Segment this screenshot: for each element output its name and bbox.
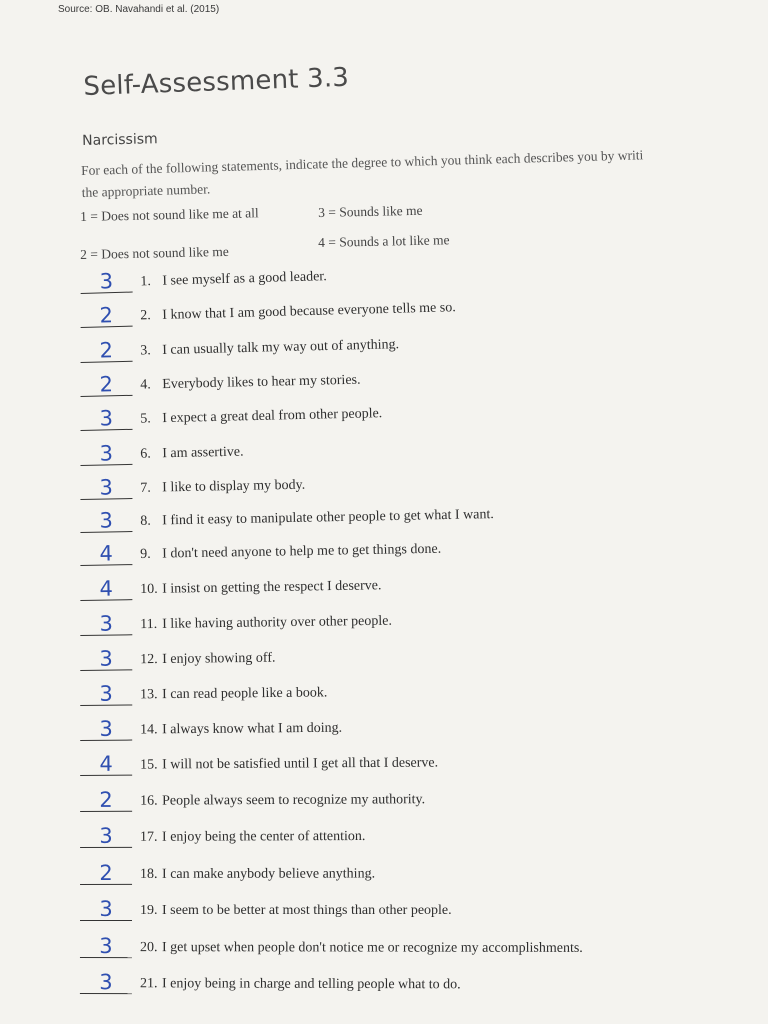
statement-text — [140, 903, 452, 919]
statement-number: 5. — [140, 411, 151, 427]
statement-item — [80, 639, 720, 675]
statement-label: I will not be satisfied until I get all that I deserve. — [162, 755, 439, 773]
statement-label: I know that I am good because everyone tells me so. — [162, 300, 456, 323]
handwritten-answer[interactable]: 2 — [80, 304, 133, 328]
handwritten-answer[interactable]: 3 — [80, 612, 132, 636]
statement-item — [80, 567, 720, 605]
statement-number: 7. — [140, 480, 151, 496]
statement-item — [80, 897, 720, 925]
statement-item — [80, 603, 720, 640]
statement-label: I see myself as a good leader. — [162, 269, 327, 289]
statement-text — [140, 940, 583, 957]
statement-number: 9. — [140, 546, 151, 562]
statement-number: 16. — [140, 793, 158, 809]
statement-item — [80, 822, 720, 852]
statement-text — [140, 614, 392, 634]
statement-label: I find it easy to manipulate other people to get what I want. — [162, 507, 494, 529]
statement-number: 6. — [140, 446, 151, 462]
statement-item — [80, 748, 720, 780]
handwritten-answer[interactable]: 2 — [80, 373, 133, 397]
handwritten-answer[interactable]: 2 — [80, 339, 133, 363]
handwritten-answer[interactable]: 3 — [80, 971, 132, 994]
statement-text — [140, 300, 456, 324]
handwritten-answer[interactable]: 3 — [80, 407, 133, 431]
statement-label: People always seem to recognize my authority. — [162, 792, 426, 809]
statement-text — [140, 507, 494, 530]
handwritten-answer[interactable]: 4 — [80, 577, 132, 601]
statement-number: 10. — [140, 581, 158, 598]
handwritten-answer[interactable]: 3 — [80, 898, 132, 921]
statement-text — [140, 337, 399, 359]
page-title: Self-Assessment 3.3 — [83, 62, 350, 102]
statement-item — [80, 531, 720, 570]
statement-label: I enjoy showing off. — [162, 650, 276, 667]
statement-number: 21. — [139, 976, 158, 992]
statement-text — [140, 406, 382, 427]
handwritten-answer[interactable]: 4 — [80, 753, 132, 776]
statement-label: I get upset when people don't notice me or recognize my accomplishments. — [161, 940, 583, 956]
statement-label: I don't need anyone to help me to get things done. — [162, 541, 442, 562]
statement-number: 8. — [140, 513, 151, 529]
statement-number: 20. — [139, 940, 158, 956]
statement-text — [140, 866, 375, 882]
statement-text — [140, 721, 342, 739]
handwritten-answer[interactable]: 3 — [80, 682, 132, 706]
statement-number: 11. — [140, 616, 158, 633]
statement-text — [140, 478, 305, 497]
statement-text — [140, 976, 461, 993]
section-title: Narcissism — [82, 131, 158, 149]
handwritten-answer[interactable]: 3 — [80, 825, 132, 848]
scale-legend-4: 4 = Sounds a lot like me — [318, 232, 450, 250]
statement-number: 15. — [140, 757, 158, 773]
scale-legend-1: 1 = Does not sound like me at all — [80, 205, 259, 224]
statement-text — [140, 578, 382, 598]
statement-item — [80, 429, 720, 470]
statement-label: I enjoy being the center of attention. — [162, 829, 366, 845]
scale-legend-2: 2 = Does not sound like me — [80, 243, 229, 262]
statement-number: 4. — [140, 377, 151, 393]
statement-text — [140, 445, 244, 463]
handwritten-answer[interactable]: 3 — [80, 476, 132, 500]
statement-text — [140, 756, 438, 774]
statement-number: 12. — [140, 652, 158, 668]
statement-item — [80, 860, 720, 889]
scale-legend-3: 3 = Sounds like me — [318, 202, 423, 220]
statement-number: 19. — [140, 903, 158, 918]
statement-number: 18. — [140, 866, 158, 882]
statement-text — [140, 792, 425, 809]
statement-label: I am assertive. — [162, 444, 244, 462]
handwritten-answer[interactable]: 3 — [80, 647, 132, 671]
statement-item — [80, 934, 720, 963]
statement-item — [80, 970, 720, 1000]
source-citation: Source: OB. Navahandi et al. (2015) — [58, 4, 220, 15]
statement-label: I expect a great deal from other people. — [162, 406, 383, 427]
statement-text — [140, 829, 365, 846]
instructions-line-1: For each of the following statements, indicate the degree to which you think each describes you by writi — [80, 147, 644, 178]
statement-number: 17. — [140, 829, 158, 845]
statement-label: I can usually talk my way out of anything. — [162, 337, 400, 358]
statement-label: I seem to be better at most things than other people. — [162, 903, 452, 918]
statement-item — [80, 711, 720, 745]
statement-label: I always know what I am doing. — [162, 720, 343, 738]
statement-number: 3. — [140, 343, 151, 359]
statement-item — [80, 392, 720, 435]
statement-label: I can make anybody believe anything. — [162, 866, 376, 882]
statement-label: I like having authority over other people. — [162, 613, 393, 632]
handwritten-answer[interactable]: 3 — [80, 270, 133, 294]
statement-label: I insist on getting the respect I deserve. — [162, 578, 382, 597]
statement-number: 14. — [140, 722, 158, 738]
statement-item — [80, 497, 720, 537]
statement-text — [140, 542, 441, 563]
handwritten-answer[interactable]: 3 — [80, 442, 132, 466]
statement-label: I enjoy being in charge and telling people what to do. — [161, 976, 461, 993]
statement-item — [80, 675, 720, 710]
statement-text — [140, 651, 275, 669]
statement-text — [140, 685, 327, 703]
handwritten-answer[interactable]: 2 — [80, 862, 132, 885]
statement-number: 13. — [140, 687, 158, 703]
statement-text — [140, 373, 361, 394]
statement-label: Everybody likes to hear my stories. — [162, 372, 361, 393]
statement-label: I can read people like a book. — [162, 685, 328, 703]
statement-number: 1. — [140, 274, 152, 290]
handwritten-answer[interactable]: 2 — [80, 789, 132, 812]
handwritten-answer[interactable]: 3 — [80, 718, 132, 741]
statement-text — [140, 269, 327, 290]
statement-number: 2. — [140, 308, 152, 324]
statement-item — [80, 785, 720, 816]
statement-label: I like to display my body. — [162, 477, 306, 496]
handwritten-answer[interactable]: 4 — [80, 542, 132, 566]
handwritten-answer[interactable]: 3 — [80, 935, 132, 958]
instructions-line-2: the appropriate number. — [81, 181, 211, 200]
handwritten-answer[interactable]: 3 — [80, 509, 132, 533]
